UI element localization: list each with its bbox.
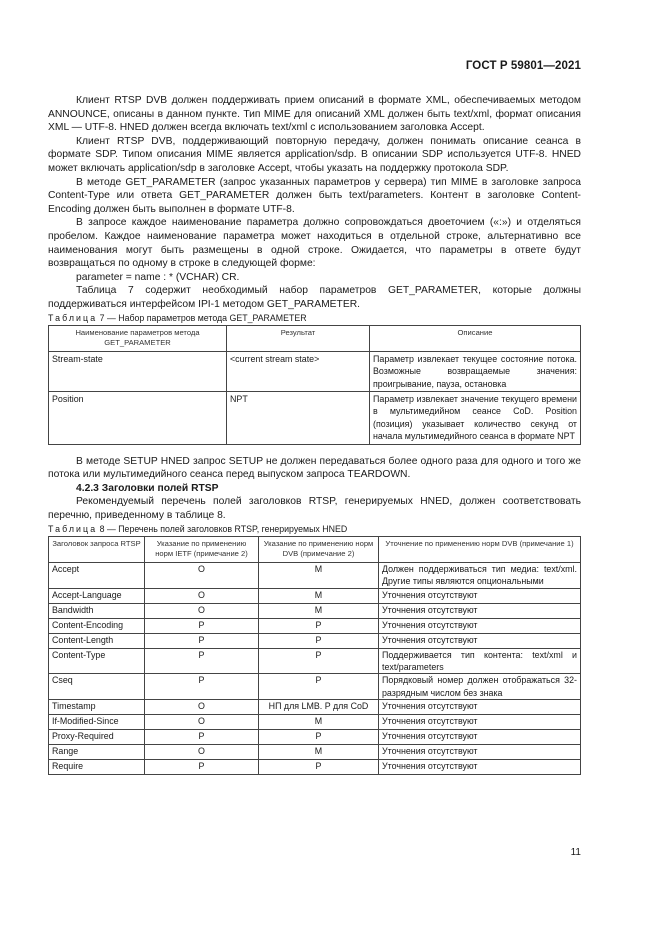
document-body [48, 94, 581, 775]
table-cell: Уточнения отсутствуют [379, 603, 581, 618]
table-caption-text: 7 — Набор параметров метода GET_PARAMETER [97, 312, 307, 323]
table-8-caption [48, 523, 581, 537]
table-cell: Range [49, 745, 145, 760]
table-row [49, 603, 581, 618]
table-row [49, 588, 581, 603]
table-row [49, 760, 581, 775]
paragraph: В методе SETUP HNED запрос SETUP не должен передаваться более одного раза для одного и того же потока или мультимедийного сеанса перед выпуском запроса TEARDOWN. [48, 455, 581, 481]
table-cell: P [145, 618, 259, 633]
table-row [49, 562, 581, 588]
table-cell: P [259, 618, 379, 633]
table-header-cell: Указание по применению норм DVB (примечание 2) [259, 537, 379, 563]
table-cell: M [259, 745, 379, 760]
paragraph: Рекомендуемый перечень полей заголовков RTSP, генерируемых HNED, должен соответствовать перечню, приведенному в таблице 8. [48, 496, 581, 521]
table-cell: Параметр извлекает текущее состояние потока. Возможные возвращаемые значения: проигрывание, пауза, остановка [370, 351, 581, 391]
table-cell: NPT [227, 391, 370, 444]
table-cell: P [259, 760, 379, 775]
table-cell: O [145, 588, 259, 603]
page-number: 11 [570, 847, 581, 858]
table-cell: Require [49, 760, 145, 775]
table-row [49, 633, 581, 648]
table-cell: O [145, 603, 259, 618]
table-cell: O [145, 700, 259, 715]
formula-line: parameter = name : * (VCHAR) CR. [76, 271, 240, 283]
table-caption-word: Таблица [48, 523, 98, 534]
table-cell: M [259, 715, 379, 730]
table-cell: M [259, 562, 379, 588]
table-cell: M [259, 588, 379, 603]
table-cell: P [145, 730, 259, 745]
table-row [49, 730, 581, 745]
table-row [49, 648, 581, 674]
table-cell: P [259, 648, 379, 674]
table-cell: P [259, 633, 379, 648]
table-header-cell: Результат [227, 326, 370, 352]
table-cell: Content-Length [49, 633, 145, 648]
table-header-cell: Уточнение по применению норм DVB (примечание 1) [379, 537, 581, 563]
table-cell: Уточнения отсутствуют [379, 745, 581, 760]
table-8 [48, 536, 581, 775]
table-cell: НП для LMB. P для CoD [259, 700, 379, 715]
paragraph: В методе GET_PARAMETER (запрос указанных параметров у сервера) тип MIME в заголовке запроса Content-Type или ответа GET_PARAMETER должен быть text/parameters. Контент в заголовке Content-Encoding должен быть выполнен в формате UTF-8. [48, 176, 581, 215]
table-row [49, 745, 581, 760]
paragraph: Клиент RTSP DVB, поддерживающий повторную передачу, должен понимать описание сеанса в формате SDP. Типом описания MIME является application/sdp. В описании SDP используется UTF-8. HNED может включать application/sdp в заголовке Accept, чтобы указать на поддержку протокола SDP. [48, 135, 581, 174]
table-cell: P [145, 648, 259, 674]
table-cell: Proxy-Required [49, 730, 145, 745]
document-standard-number: ГОСТ Р 59801—2021 [465, 60, 581, 72]
table-cell: Уточнения отсутствуют [379, 730, 581, 745]
section-heading: 4.2.3 Заголовки полей RTSP [76, 482, 219, 494]
paragraph: В запросе каждое наименование параметра должно сопровождаться двоеточием («:») и отделяться пробелом. Каждое наименование параметра может находиться в отдельной строке, альтернативно все наименования могут быть размещены в одной строке. Ожидается, что параметры в ответе будут возвращаться по одному в строке в следующей форме: [48, 217, 581, 270]
table-cell: P [259, 730, 379, 745]
table-row [49, 391, 581, 444]
table-row [49, 715, 581, 730]
table-cell: Параметр извлекает значение текущего времени в мультимедийном сеансе CoD. Position (позиция) указывает количество секунд от начала мультимедийного сеанса в формате NPT [370, 391, 581, 444]
paragraph: Таблица 7 содержит необходимый набор параметров GET_PARAMETER, которые должны поддерживаться интерфейсом IPI-1 методом GET_PARAMETER. [48, 285, 581, 310]
table-row [49, 618, 581, 633]
table-cell: Уточнения отсутствуют [379, 760, 581, 775]
table-cell: Поддерживается тип контента: text/xml и text/parameters [379, 648, 581, 674]
table-cell: O [145, 745, 259, 760]
table-caption-text: 8 — Перечень полей заголовков RTSP, генерируемых HNED [97, 523, 348, 534]
table-header-cell: Указание по применению норм IETF (примечание 2) [145, 537, 259, 563]
table-cell: Уточнения отсутствуют [379, 618, 581, 633]
table-cell: P [145, 633, 259, 648]
table-cell: Accept-Language [49, 588, 145, 603]
table-row [49, 674, 581, 700]
table-cell: Content-Encoding [49, 618, 145, 633]
table-cell: P [259, 674, 379, 700]
table-cell: P [145, 674, 259, 700]
table-header-cell: Наименование параметров метода GET_PARAMETER [49, 326, 227, 352]
table-row [49, 351, 581, 391]
table-cell: P [145, 760, 259, 775]
table-7 [48, 325, 581, 444]
table-cell: M [259, 603, 379, 618]
table-cell: Уточнения отсутствуют [379, 700, 581, 715]
table-cell: <current stream state> [227, 351, 370, 391]
table-cell: Cseq [49, 674, 145, 700]
table-cell: O [145, 715, 259, 730]
table-cell: Уточнения отсутствуют [379, 588, 581, 603]
table-7-caption [48, 312, 581, 326]
table-cell: Уточнения отсутствуют [379, 715, 581, 730]
table-cell: Должен поддерживаться тип медиа: text/xml. Другие типы являются опциональными [379, 562, 581, 588]
table-cell: Accept [49, 562, 145, 588]
table-header-cell: Заголовок запроса RTSP [49, 537, 145, 563]
table-cell: Position [49, 391, 227, 444]
table-header-cell: Описание [370, 326, 581, 352]
table-cell: Timestamp [49, 700, 145, 715]
table-row [49, 700, 581, 715]
table-caption-word: Таблица [48, 312, 98, 323]
table-cell: O [145, 562, 259, 588]
table-cell: Bandwidth [49, 603, 145, 618]
table-cell: Уточнения отсутствуют [379, 633, 581, 648]
table-cell: Content-Type [49, 648, 145, 674]
table-cell: If-Modified-Since [49, 715, 145, 730]
paragraph: Клиент RTSP DVB должен поддерживать прием описаний в формате XML, обеспечиваемых методом ANNOUNCE, описаны в данном пункте. Тип MIME для описаний XML должен быть text/xml, формат описания XML — UTF-8. HNED должен всегда включать text/xml с использованием заголовка Accept. [48, 95, 581, 134]
table-cell: Порядковый номер должен отображаться 32-разрядным числом без знака [379, 674, 581, 700]
table-cell: Stream-state [49, 351, 227, 391]
